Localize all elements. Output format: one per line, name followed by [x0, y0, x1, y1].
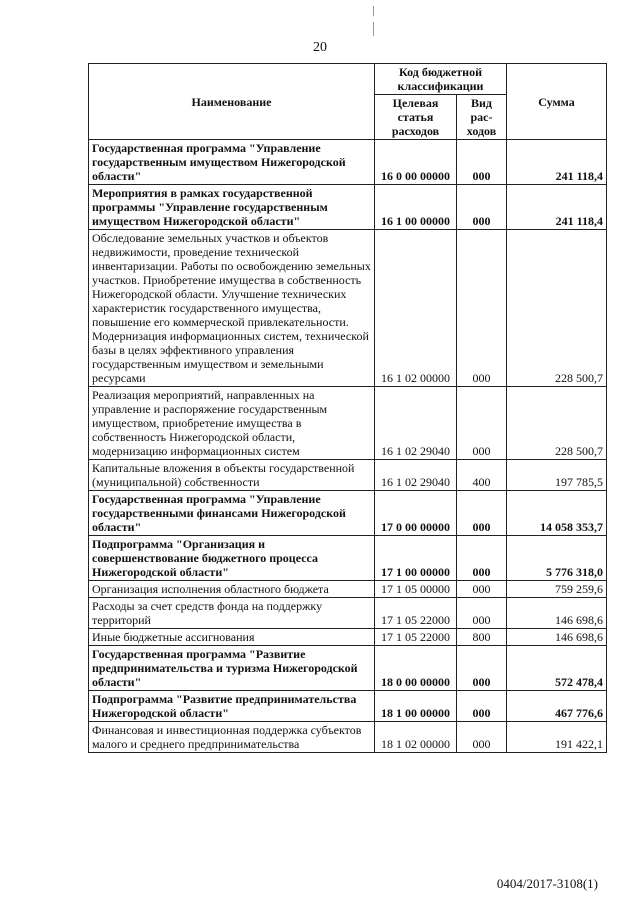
row-name-cell: Государственная программа "Развитие предпринимательства и туризма Нижегородской области" — [89, 646, 375, 691]
page-number: 20 — [313, 40, 327, 55]
row-name-cell: Реализация мероприятий, направленных на управление и распоряжение государственным имуществом, приобретение имущества в собственность Нижегородской области, модернизацию информационных систем — [89, 387, 375, 460]
row-type-cell: 000 — [457, 536, 507, 581]
table-row — [89, 598, 607, 629]
table-header-row — [89, 64, 607, 95]
document-code: 0404/2017-3108(1) — [496, 876, 598, 891]
scan-mark — [373, 22, 374, 36]
row-name-cell: Подпрограмма "Организация и совершенствование бюджетного процесса Нижегородской области" — [89, 536, 375, 581]
row-code-cell: 18 1 00 00000 — [375, 691, 457, 722]
table-row — [89, 646, 607, 691]
row-name-cell: Расходы за счет средств фонда на поддержку территорий — [89, 598, 375, 629]
table-row — [89, 536, 607, 581]
row-sum-cell: 241 118,4 — [507, 185, 607, 230]
row-sum-cell: 146 698,6 — [507, 629, 607, 646]
table-row — [89, 629, 607, 646]
row-code-cell: 17 1 00 00000 — [375, 536, 457, 581]
column-header-expense-type: Вид рас-ходов — [457, 95, 507, 140]
row-name-cell: Финансовая и инвестиционная поддержка субъектов малого и среднего предпринимательства — [89, 722, 375, 753]
row-sum-cell: 241 118,4 — [507, 140, 607, 185]
row-type-cell: 400 — [457, 460, 507, 491]
row-type-cell: 000 — [457, 491, 507, 536]
row-code-cell: 18 1 02 00000 — [375, 722, 457, 753]
table-row — [89, 581, 607, 598]
column-header-target-article: Целевая статья расходов — [375, 95, 457, 140]
row-type-cell: 000 — [457, 646, 507, 691]
row-name-cell: Государственная программа "Управление государственными финансами Нижегородской области" — [89, 491, 375, 536]
row-type-cell: 000 — [457, 722, 507, 753]
row-name-cell: Организация исполнения областного бюджета — [89, 581, 375, 598]
budget-table — [88, 63, 607, 753]
row-name-cell: Обследование земельных участков и объектов недвижимости, проведение технической инвентаризации. Работы по освобождению земельных участков. Приобретение имущества в собственность Нижегородской области. Улучшение технических характеристик государственного имущества, повышение его коммерческой привлекательности. Модернизация информационных систем, технической базы в целях эффективного управления государственным имуществом и земельными ресурсами — [89, 230, 375, 387]
table-row — [89, 387, 607, 460]
row-code-cell: 16 1 00 00000 — [375, 185, 457, 230]
row-name-cell: Капитальные вложения в объекты государственной (муниципальной) собственности — [89, 460, 375, 491]
row-sum-cell: 467 776,6 — [507, 691, 607, 722]
row-sum-cell: 197 785,5 — [507, 460, 607, 491]
row-name-cell: Подпрограмма "Развитие предпринимательства Нижегородской области" — [89, 691, 375, 722]
row-sum-cell: 228 500,7 — [507, 387, 607, 460]
row-code-cell: 16 0 00 00000 — [375, 140, 457, 185]
row-code-cell: 16 1 02 29040 — [375, 460, 457, 491]
row-sum-cell: 572 478,4 — [507, 646, 607, 691]
row-name-cell: Иные бюджетные ассигнования — [89, 629, 375, 646]
row-type-cell: 800 — [457, 629, 507, 646]
column-header-name: Наименование — [89, 64, 375, 140]
row-type-cell: 000 — [457, 598, 507, 629]
table-row — [89, 460, 607, 491]
row-code-cell: 16 1 02 29040 — [375, 387, 457, 460]
row-code-cell: 17 0 00 00000 — [375, 491, 457, 536]
row-sum-cell: 759 259,6 — [507, 581, 607, 598]
row-type-cell: 000 — [457, 691, 507, 722]
table-row — [89, 185, 607, 230]
row-type-cell: 000 — [457, 581, 507, 598]
row-type-cell: 000 — [457, 387, 507, 460]
row-type-cell: 000 — [457, 230, 507, 387]
row-type-cell: 000 — [457, 140, 507, 185]
table-row — [89, 140, 607, 185]
row-code-cell: 18 0 00 00000 — [375, 646, 457, 691]
row-sum-cell: 191 422,1 — [507, 722, 607, 753]
row-sum-cell: 14 058 353,7 — [507, 491, 607, 536]
row-name-cell: Государственная программа "Управление государственным имуществом Нижегородской области" — [89, 140, 375, 185]
table-row — [89, 722, 607, 753]
row-sum-cell: 146 698,6 — [507, 598, 607, 629]
row-code-cell: 16 1 02 00000 — [375, 230, 457, 387]
table-row — [89, 230, 607, 387]
scan-mark — [373, 6, 374, 16]
table-row — [89, 491, 607, 536]
row-sum-cell: 228 500,7 — [507, 230, 607, 387]
column-header-sum: Сумма — [507, 64, 607, 140]
row-sum-cell: 5 776 318,0 — [507, 536, 607, 581]
row-type-cell: 000 — [457, 185, 507, 230]
row-code-cell: 17 1 05 00000 — [375, 581, 457, 598]
row-code-cell: 17 1 05 22000 — [375, 598, 457, 629]
table-body — [89, 140, 607, 753]
column-header-code-group: Код бюджетной классификации — [375, 64, 507, 95]
row-name-cell: Мероприятия в рамках государственной программы "Управление государственным имуществом Нижегородской области" — [89, 185, 375, 230]
row-code-cell: 17 1 05 22000 — [375, 629, 457, 646]
table-row — [89, 691, 607, 722]
